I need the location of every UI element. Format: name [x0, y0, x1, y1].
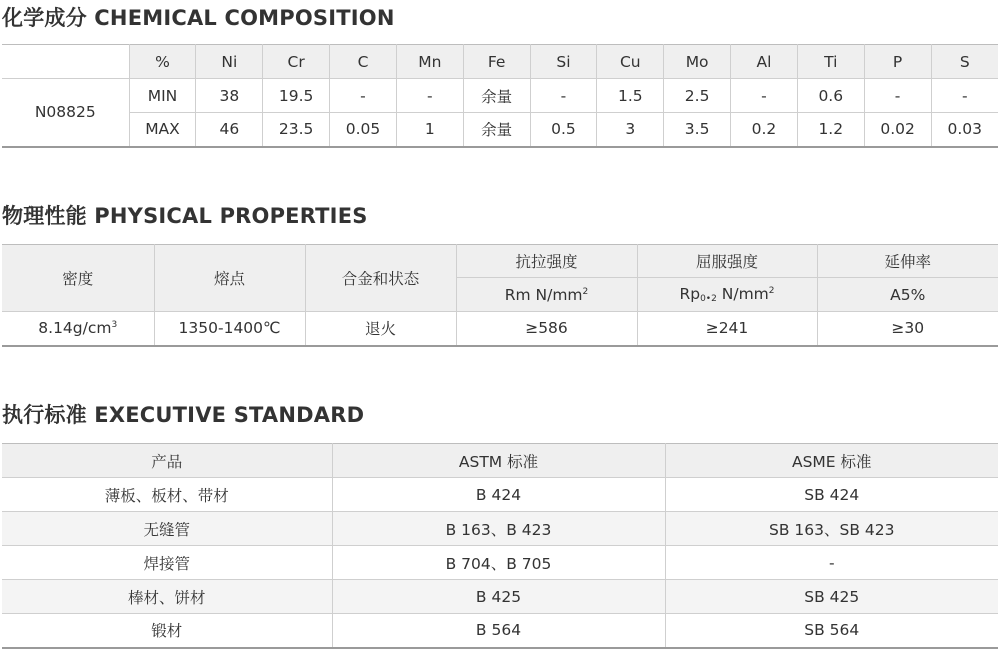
table-row — [2, 478, 998, 512]
chemical-cell: 0.2 — [731, 113, 798, 147]
tensile-strength-header: 抗拉强度 — [456, 245, 637, 278]
tensile-unit-text: Rm N/mm — [504, 285, 583, 304]
alloy-state-header: 合金和状态 — [305, 245, 456, 312]
chemical-header-cell: Mn — [396, 45, 463, 79]
chemical-cell: MIN — [129, 79, 196, 113]
melting-point-value: 1350-1400℃ — [154, 312, 305, 346]
yield-unit — [637, 278, 817, 312]
chemical-cell: - — [731, 79, 798, 113]
chemical-cell: 38 — [196, 79, 263, 113]
chemical-header-cell: Mo — [664, 45, 731, 79]
chemical-cell: - — [330, 79, 397, 113]
chemical-cell: - — [931, 79, 998, 113]
grade-cell: N08825 — [2, 79, 129, 147]
astm-cell: B 425 — [332, 580, 665, 614]
table-row — [2, 580, 998, 614]
chemical-section-title: 化学成分 CHEMICAL COMPOSITION — [2, 6, 395, 30]
chemical-cell: 3 — [597, 113, 664, 147]
yield-strength-value: ≥241 — [637, 312, 817, 346]
asme-cell: SB 564 — [665, 614, 998, 648]
physical-section-title: 物理性能 PHYSICAL PROPERTIES — [2, 204, 368, 228]
chemical-cell: 余量 — [463, 113, 530, 147]
table-row — [2, 512, 998, 546]
astm-header: ASTM 标准 — [332, 444, 665, 478]
product-cell: 锻材 — [151, 622, 183, 641]
physical-properties-table — [2, 244, 998, 347]
tensile-strength-value: ≥586 — [456, 312, 637, 346]
chemical-header-cell: Fe — [463, 45, 530, 79]
product-cell: 焊接管 — [2, 546, 332, 580]
chemical-cell: 1.2 — [797, 113, 864, 147]
asme-cell: SB 424 — [665, 478, 998, 512]
chemical-header-cell: Cu — [597, 45, 664, 79]
asme-cell: SB 425 — [665, 580, 998, 614]
astm-cell: B 424 — [332, 478, 665, 512]
density-value-sup: 3 — [111, 320, 118, 331]
chemical-cell: 46 — [196, 113, 263, 147]
chemical-cell: - — [530, 79, 597, 113]
physical-value-row — [2, 312, 998, 346]
table-row — [2, 614, 998, 648]
tensile-unit — [456, 278, 637, 312]
chemical-cell: 1 — [396, 113, 463, 147]
yield-unit-sub: 0•2 — [700, 294, 717, 304]
asme-header: ASME 标准 — [665, 444, 998, 478]
chemical-header-cell: S — [931, 45, 998, 79]
chemical-cell: 余量 — [463, 79, 530, 113]
chemical-cell: 19.5 — [263, 79, 330, 113]
chemical-header-cell: Si — [530, 45, 597, 79]
standard-section-title: 执行标准 EXECUTIVE STANDARD — [2, 403, 365, 427]
elongation-value: ≥30 — [817, 312, 998, 346]
chemical-cell: 0.6 — [797, 79, 864, 113]
tensile-unit-sup: 2 — [582, 286, 589, 297]
chemical-composition-table — [2, 44, 998, 148]
chemical-cell: 1.5 — [597, 79, 664, 113]
yield-unit-prefix: Rp — [679, 285, 701, 303]
product-cell: 无缝管 — [2, 512, 332, 546]
chemical-cell: 2.5 — [664, 79, 731, 113]
chemical-cell: - — [396, 79, 463, 113]
asme-cell: - — [665, 546, 998, 580]
physical-header-row — [2, 245, 998, 278]
alloy-state-value: 退火 — [305, 312, 456, 346]
chemical-cell: 0.03 — [931, 113, 998, 147]
chemical-header-row — [2, 45, 998, 79]
astm-cell: B 564 — [332, 614, 665, 648]
executive-standard-table — [2, 443, 998, 649]
product-cell: 薄板、板材、带材 — [2, 478, 332, 512]
asme-cell: SB 163、SB 423 — [665, 512, 998, 546]
standard-header-row — [2, 444, 998, 478]
chemical-header-cell: Ti — [797, 45, 864, 79]
product-header: 产品 — [2, 444, 332, 478]
elongation-unit: A5% — [817, 278, 998, 312]
chemical-header-cell: C — [330, 45, 397, 79]
chemical-row-max — [2, 113, 998, 147]
density-header: 密度 — [2, 245, 154, 312]
elongation-header: 延伸率 — [817, 245, 998, 278]
chemical-header-cell: % — [129, 45, 196, 79]
chemical-cell: 3.5 — [664, 113, 731, 147]
melting-point-header: 熔点 — [154, 245, 305, 312]
yield-unit-sup: 2 — [768, 286, 775, 296]
chemical-cell: MAX — [129, 113, 196, 147]
astm-cell: B 163、B 423 — [332, 512, 665, 546]
chemical-header-cell: P — [864, 45, 931, 79]
chemical-cell: 0.5 — [530, 113, 597, 147]
chemical-cell: - — [864, 79, 931, 113]
chemical-header-cell: Al — [731, 45, 798, 79]
chemical-header-cell: Ni — [196, 45, 263, 79]
table-row — [2, 546, 998, 580]
product-cell: 棒材、饼材 — [2, 580, 332, 614]
astm-cell: B 704、B 705 — [332, 546, 665, 580]
chemical-cell: 0.02 — [864, 113, 931, 147]
yield-unit-text: N/mm — [716, 285, 769, 303]
chemical-cell: 0.05 — [330, 113, 397, 147]
chemical-header-grade-cell — [2, 45, 129, 79]
density-value — [2, 312, 154, 346]
chemical-row-min — [2, 79, 998, 113]
chemical-header-cell: Cr — [263, 45, 330, 79]
yield-strength-header: 屈服强度 — [637, 245, 817, 278]
density-value-text: 8.14g/cm — [38, 319, 112, 338]
chemical-cell: 23.5 — [263, 113, 330, 147]
